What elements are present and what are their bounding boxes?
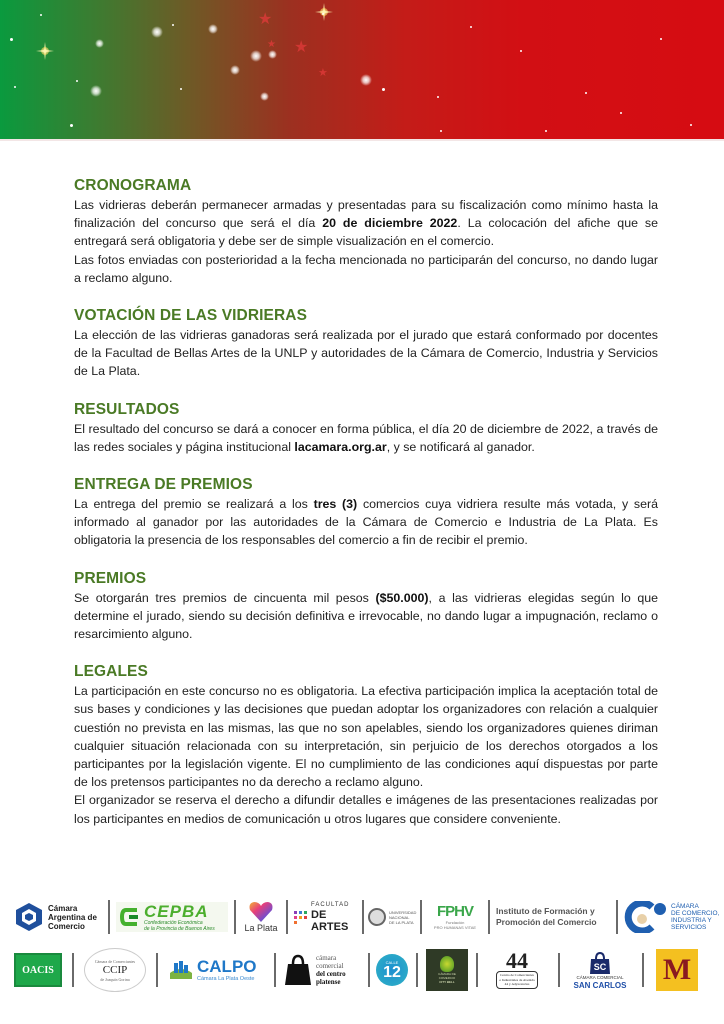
logo-camara-comercio-la-plata: [624, 901, 724, 933]
cac-line-1: Cámara: [48, 903, 78, 913]
logo-separator: [274, 953, 276, 987]
av44-line-1: Centro de Comerciantes: [500, 973, 534, 978]
logo-calle-12: [376, 954, 408, 986]
sancarlos-line-1: CÁMARA COMERCIAL: [576, 974, 624, 980]
section-heading: ENTREGA DE PREMIOS: [74, 476, 253, 494]
sparkle-icon: [36, 42, 54, 60]
header-banner: [0, 0, 724, 139]
citybell-line-1: CÁMARA DE: [438, 972, 456, 976]
section-legales: [74, 662, 658, 828]
calpo-emblem-icon: [168, 959, 194, 981]
glow-dot-icon: [151, 26, 163, 38]
fphv-name: [437, 904, 473, 920]
glow-dot-icon: [268, 50, 277, 59]
ccis-emblem-icon: [624, 901, 668, 933]
star-icon: ★: [258, 11, 273, 28]
cepba-sub-1: Confederación Económica: [144, 919, 203, 926]
glow-dot-icon: [360, 74, 372, 86]
calle12-top: CALLE: [385, 959, 399, 965]
logo-centro-avenida-44: [486, 948, 548, 989]
paragraph-text: Se otorgarán tres premios de cincuenta mil pesos: [74, 590, 376, 605]
sancarlos-line-2: SAN CARLOS: [573, 980, 627, 990]
fphv-letters: FPHV: [436, 903, 473, 920]
logo-camara-city-bell: [426, 949, 468, 991]
paragraph-text: El organizador se reserva el derecho a difundir detalles e imágenes de las presentaciones realizadas por los participantes en medios de comunicación u otros lugares que considere conveniente.: [74, 793, 658, 826]
logo-separator: [420, 900, 422, 934]
unlp-seal-icon: [368, 908, 386, 926]
emphasized-text: ($50.000): [375, 590, 429, 605]
cepba-sub-2: de la Provincia de Buenos Aires: [144, 925, 215, 932]
glow-dot-icon: [90, 85, 102, 97]
unlp-line-1: UNIVERSIDAD: [389, 909, 417, 915]
centro-line-1: cámara: [316, 954, 337, 962]
emphasized-text: lacamara.org.ar: [294, 439, 387, 454]
logo-instituto-formacion: [496, 906, 610, 928]
cepba-emblem-icon: [119, 906, 141, 928]
section-heading: LEGALES: [74, 663, 148, 681]
cac-line-3: Comercio: [48, 921, 85, 931]
logo-separator: [362, 900, 364, 934]
calpo-name: CALPO: [197, 956, 257, 976]
section-paragraph: [74, 326, 658, 381]
logo-cepba: [116, 902, 228, 932]
glow-dot-icon: [208, 24, 218, 34]
sparkle-icon: [620, 112, 622, 114]
calpo-sub: Cámara La Plata Oeste: [197, 975, 255, 982]
logo-separator: [108, 900, 110, 934]
citybell-line-2: COMERCIO: [438, 976, 456, 980]
fba-dots-icon: [294, 911, 307, 924]
fba-main: DE ARTES: [311, 908, 349, 933]
logo-facultad-de-artes: [294, 902, 358, 933]
section-heading: CRONOGRAMA: [74, 177, 192, 194]
m-letter: M: [662, 953, 692, 986]
sponsor-logos-row-1: [14, 895, 720, 939]
sparkle-icon: [585, 92, 587, 94]
centro-line-2: comercial: [316, 962, 344, 970]
logo-camara-san-carlos: [570, 951, 630, 990]
sparkle-icon: [40, 14, 42, 16]
section-heading: RESULTADOS: [74, 400, 180, 418]
section-votacion-de-las-vidrieras: [74, 306, 658, 381]
heart-icon: [248, 901, 274, 923]
banner-divider: [0, 139, 724, 141]
logo-m: [656, 949, 698, 991]
tree-icon: [440, 956, 454, 972]
citybell-line-3: CITY BELL: [439, 980, 455, 984]
sparkle-icon: [545, 130, 547, 132]
unlp-line-3: DE LA PLATA: [389, 919, 414, 925]
section-entrega-de-premios: [74, 475, 658, 550]
san-carlos-monogram: SC: [593, 961, 607, 972]
glow-dot-icon: [250, 50, 262, 62]
logo-ccip: [84, 948, 146, 992]
logo-camara-argentina-comercio: [14, 902, 102, 932]
logo-camara-centro-platense: [284, 954, 362, 986]
star-icon: ★: [318, 67, 328, 79]
logo-oacis: [14, 953, 62, 987]
av44-line-3: 44 y Adyacencias: [504, 982, 530, 987]
glow-dot-icon: [95, 39, 104, 48]
ccis-line-4: SERVICIOS: [671, 924, 707, 931]
logo-separator: [286, 900, 288, 934]
section-paragraph: [74, 420, 658, 456]
centro-line-3: del centro: [316, 970, 346, 978]
paragraph-text: Las vidrieras deberán permanecer armadas y presentadas para su fiscalización como mínimo hasta la finalización del concurso que será el día: [74, 198, 658, 231]
section-paragraph: [74, 251, 658, 287]
shopping-bag-icon: [589, 951, 611, 975]
sponsor-logos-row-2: [14, 946, 714, 994]
unlp-line-2: NACIONAL: [389, 914, 410, 920]
section-premios: [74, 569, 658, 644]
ccis-line-3: INDUSTRIA Y: [671, 917, 712, 924]
section-paragraph: [74, 589, 658, 644]
logo-la-plata: [242, 901, 280, 933]
fba-top: FACULTAD: [311, 901, 350, 908]
sparkle-icon: [520, 50, 522, 52]
section-heading: PREMIOS: [74, 569, 147, 587]
cac-line-2: Argentina de: [48, 912, 97, 922]
star-icon: ★: [267, 39, 276, 50]
sparkle-icon: [660, 38, 662, 40]
paragraph-text: La participación en este concurso no es obligatoria. La efectiva participación implica la aceptación total de sus bases y condiciones y las decisiones que puedan adoptar los organizadores con relación a cualquier cuestión no prevista en las mismas, las que no son apelables, siendo los organizadores quienes diriman cualquier situación relacionada con su interpretación, sin perjuicio de los derechos otorgados a los participantes por la legislación vigente. El no cumplimiento de las condiciones aquí dispuestas por parte de los pretensos participantes no da derecho a reclamo alguno.: [74, 684, 658, 790]
emphasized-text: tres (3): [313, 497, 358, 512]
oacis-name: OACIS: [22, 964, 54, 976]
section-resultados: [74, 400, 658, 456]
paragraph-text: comercios cuya vidriera resulte más votada, y será informado al ganador por las autoridades de la Cámara de Comercio e Industria de La Plata. Es obligatoria la presencia de los responsables del comercio a fin de recibir el premio.: [74, 497, 658, 548]
logo-separator: [642, 953, 644, 987]
logo-separator: [476, 953, 478, 987]
instituto-line-2: Promoción del Comercio: [496, 917, 597, 927]
section-paragraph: [74, 791, 658, 827]
sparkle-icon: [440, 130, 442, 132]
paragraph-text: , a las vidrieras elegidas según lo que determine el jurado, siendo su decisión definitiva e irrevocable, no dando lugar a impugnación, reclamo o resarcimiento alguno.: [74, 590, 658, 642]
star-icon: ★: [294, 39, 309, 56]
paragraph-text: . La colocación del afiche que se entregará será obligatoria y debe ser de simple visualización en el comercio.: [74, 216, 658, 249]
section-heading: VOTACIÓN DE LAS VIDRIERAS: [74, 307, 308, 325]
section-paragraph: [74, 682, 658, 791]
logo-separator: [72, 953, 74, 987]
sparkle-icon: [315, 3, 333, 21]
sparkle-icon: [70, 124, 73, 127]
sparkle-icon: [172, 24, 174, 26]
calle12-number: 12: [383, 963, 401, 981]
sparkle-icon: [470, 26, 472, 28]
paragraph-text: La entrega del premio se realizará a los: [74, 497, 314, 512]
paragraph-text: El resultado del concurso se dará a conocer en forma pública, el día 20 de diciembre de 2022, a través de las redes sociales y página institucional: [74, 421, 658, 454]
sparkle-icon: [10, 38, 13, 41]
glow-dot-icon: [230, 65, 240, 75]
section-cronograma: [74, 176, 658, 287]
logo-separator: [416, 953, 418, 987]
ccip-bottom: de Joaquín Gorina: [100, 976, 130, 982]
logo-unlp: [368, 908, 417, 926]
sparkle-icon: [690, 124, 692, 126]
logo-separator: [156, 953, 158, 987]
section-paragraph: [74, 196, 658, 251]
logo-separator: [488, 900, 490, 934]
av44-line-2: e Industriales de Avenida: [499, 977, 535, 982]
sparkle-icon: [437, 96, 439, 98]
logo-fphv: [428, 904, 482, 930]
ccis-line-1: CÁMARA: [671, 903, 699, 910]
cepba-name: CEPBA: [144, 901, 209, 921]
bag-icon: [284, 954, 312, 986]
ccip-top: Cámara de Comerciantes: [94, 958, 136, 964]
logo-separator: [368, 953, 370, 987]
instituto-line-1: Instituto de Formación y: [496, 906, 595, 916]
logo-separator: [616, 900, 618, 934]
ccip-name: CCIP: [102, 963, 128, 976]
sparkle-icon: [382, 88, 385, 91]
paragraph-text: Las fotos enviadas con posterioridad a la fecha mencionada no participarán del concurso, no dando lugar a reclamo alguno.: [74, 252, 658, 285]
sparkle-icon: [322, 13, 324, 15]
av44-number: 44: [506, 948, 528, 974]
logo-separator: [234, 900, 236, 934]
sparkle-icon: [76, 80, 78, 82]
centro-line-4: platense: [316, 978, 341, 986]
cac-emblem-icon: [14, 902, 44, 932]
sparkle-icon: [180, 88, 182, 90]
glow-dot-icon: [260, 92, 269, 101]
ccis-line-2: DE COMERCIO,: [671, 910, 720, 917]
la-plata-name: La Plata: [244, 923, 278, 933]
logo-calpo: [168, 958, 266, 983]
logo-separator: [558, 953, 560, 987]
paragraph-text: La elección de las vidrieras ganadoras será realizada por el jurado que estará conformado por docentes de la Facultad de Bellas Artes de la UNLP y autoridades de la Cámara de Comercio, Industria y Servicios de La Plata.: [74, 328, 658, 379]
section-paragraph: [74, 495, 658, 550]
emphasized-text: 20 de diciembre 2022: [322, 216, 458, 231]
document-body: [74, 176, 658, 847]
sparkle-icon: [14, 86, 16, 88]
fphv-sub-1: Fundación: [445, 920, 465, 925]
paragraph-text: , y se notificará al ganador.: [386, 439, 535, 454]
fphv-sub-2: PRO HUMANAS VITAE: [433, 925, 477, 930]
